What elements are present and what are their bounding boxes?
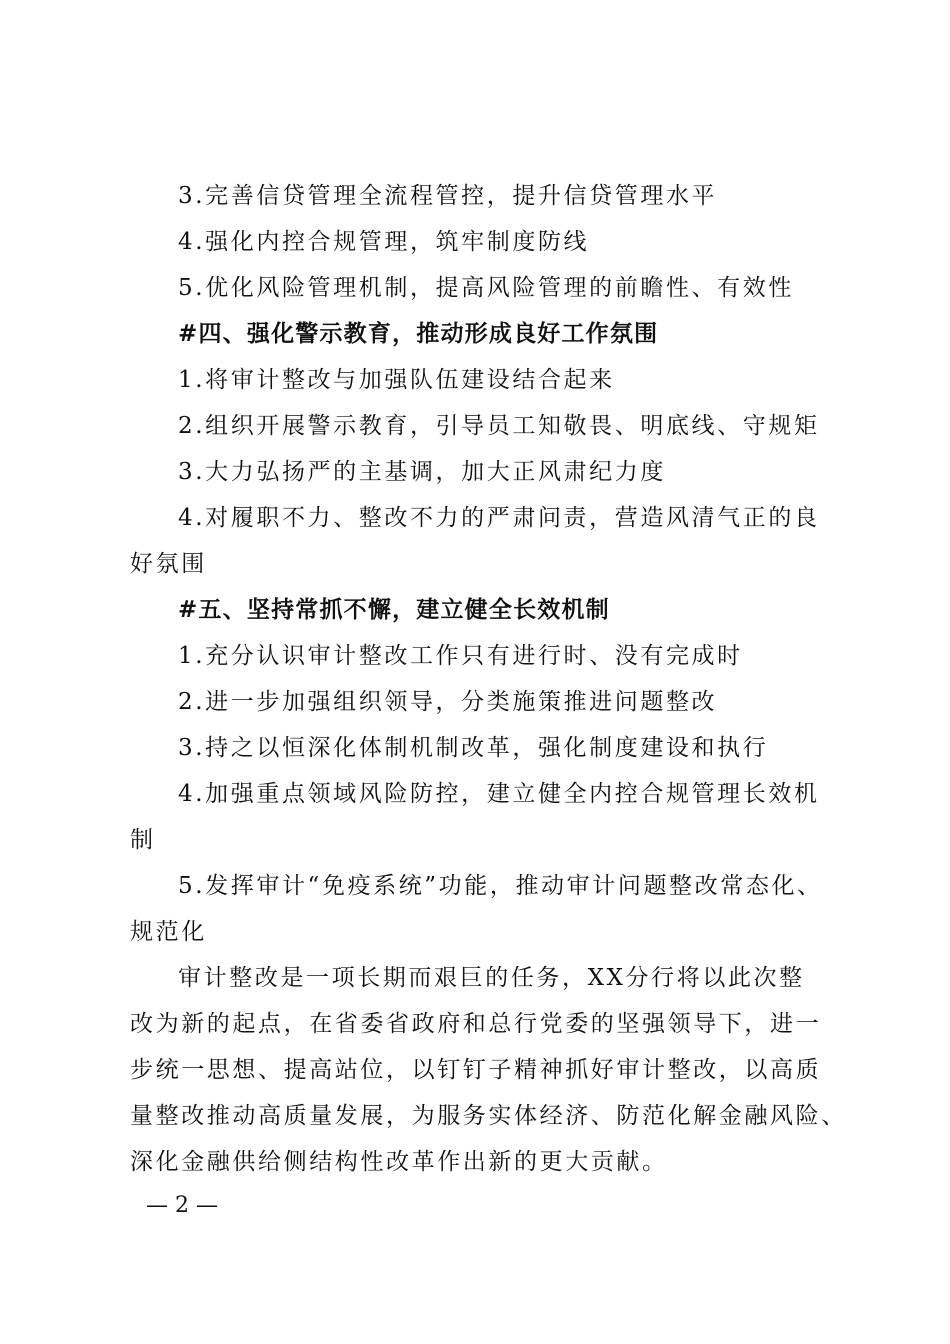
paragraph-line: 深化金融供给侧结构性改革作出新的更大贡献。 xyxy=(130,1149,668,1175)
list-item: 2.进一步加强组织领导，分类施策推进问题整改 xyxy=(178,689,718,715)
section-heading: #五、坚持常抓不懈，建立健全长效机制 xyxy=(178,597,610,623)
section-heading: #四、强化警示教育，推动形成良好工作氛围 xyxy=(178,321,659,347)
paragraph-line: 改为新的起点，在省委省政府和总行党委的坚强领导下，进一 xyxy=(130,1011,822,1037)
list-item: 5.优化风险管理机制，提高风险管理的前瞻性、有效性 xyxy=(178,275,794,301)
list-item: 1.将审计整改与加强队伍建设结合起来 xyxy=(178,367,615,393)
paragraph-line: 步统一思想、提高站位，以钉钉子精神抓好审计整改，以高质 xyxy=(130,1057,822,1083)
list-item: 1.充分认识审计整改工作只有进行时、没有完成时 xyxy=(178,643,743,669)
list-item-continuation: 好氛围 xyxy=(130,551,207,577)
page-number: — 2 — xyxy=(146,1193,218,1218)
paragraph-line: 量整改推动高质量发展，为服务实体经济、防范化解金融风险、 xyxy=(130,1103,847,1129)
list-item: 5.发挥审计“免疫系统”功能，推动审计问题整改常态化、 xyxy=(178,873,823,899)
list-item: 3.完善信贷管理全流程管控，提升信贷管理水平 xyxy=(178,183,718,209)
list-item: 4.加强重点领域风险防控，建立健全内控合规管理长效机 xyxy=(178,781,820,807)
list-item-continuation: 规范化 xyxy=(130,919,207,945)
list-item: 3.持之以恒深化体制机制改革，强化制度建设和执行 xyxy=(178,735,769,761)
list-item: 4.强化内控合规管理，筑牢制度防线 xyxy=(178,229,590,255)
list-item: 2.组织开展警示教育，引导员工知敬畏、明底线、守规矩 xyxy=(178,413,820,439)
list-item-continuation: 制 xyxy=(130,827,156,853)
paragraph-line: 审计整改是一项长期而艰巨的任务，XX分行将以此次整 xyxy=(178,965,805,991)
list-item: 4.对履职不力、整改不力的严肃问责，营造风清气正的良 xyxy=(178,505,820,531)
list-item: 3.大力弘扬严的主基调，加大正风肃纪力度 xyxy=(178,459,666,485)
